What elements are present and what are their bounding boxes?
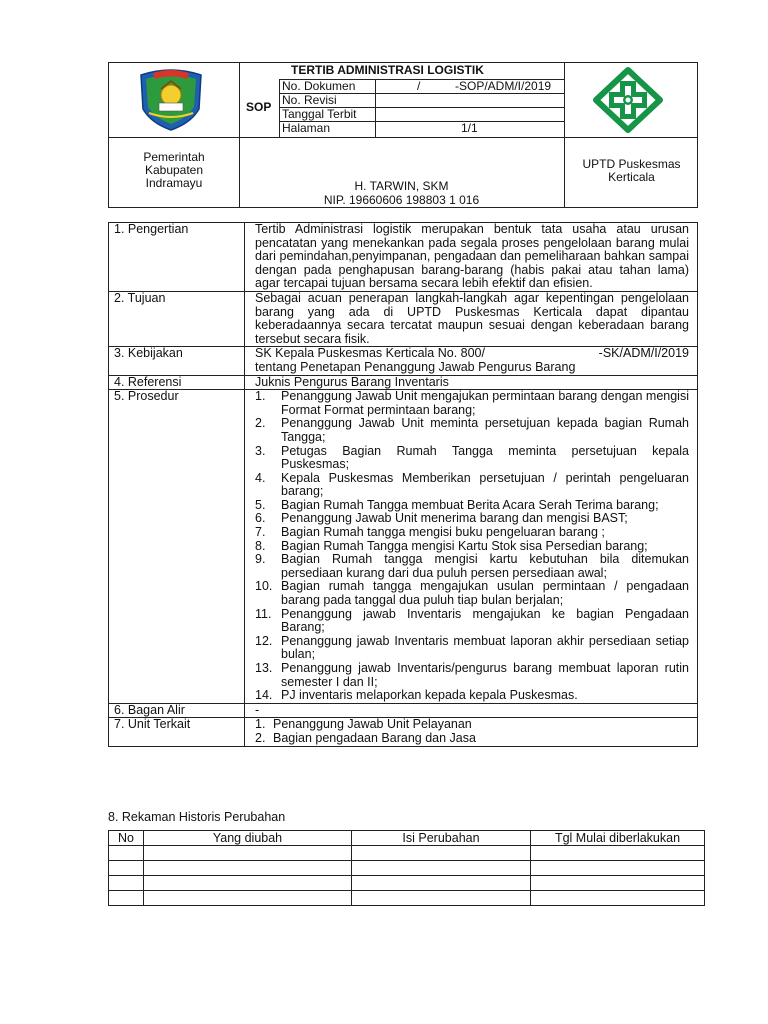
government-line: Pemerintah — [143, 150, 205, 164]
section-text: - — [245, 703, 698, 718]
signer-name: H. TARWIN, SKM — [354, 179, 449, 193]
doc-row-slash: / — [417, 79, 421, 93]
procedure-step — [255, 635, 689, 662]
history-cell — [352, 891, 531, 906]
section-label: 2. Tujuan — [109, 291, 245, 346]
section-row-bagan-alir — [109, 703, 698, 718]
procedure-step — [255, 417, 689, 444]
history-row — [109, 861, 705, 876]
step-text: Penanggung Jawab Unit mengajukan permintaan barang dengan mengisi Format Format permintaan barang; — [281, 389, 689, 417]
doc-row-label: Tanggal Terbit — [282, 107, 357, 121]
step-number: 6. — [255, 511, 266, 526]
unit-number: 1. — [255, 717, 266, 732]
document-header — [108, 62, 698, 208]
history-cell — [109, 876, 144, 891]
step-number: 3. — [255, 443, 266, 458]
step-number: 11. — [255, 606, 272, 621]
step-number: 9. — [255, 552, 266, 567]
puskesmas-line: UPTD Puskesmas — [582, 157, 681, 171]
related-unit — [255, 732, 689, 746]
sop-label: SOP — [246, 100, 272, 114]
history-row — [109, 876, 705, 891]
history-cell — [109, 891, 144, 906]
step-number: 1. — [255, 389, 266, 404]
section-label: 5. Prosedur — [109, 390, 245, 704]
doc-row-value: -SOP/ADM/I/2019 — [455, 79, 552, 93]
step-text: Penanggung jawab Inventaris membuat laporan akhir persediaan setiap bulan; — [281, 633, 689, 662]
history-cell — [109, 861, 144, 876]
section-text: Tertib Administrasi logistik merupakan bentuk tata usaha atau urusan pencatatan yang menekankan pada segala proses pengelolaan barang mulai dari pemindahan,penyimpanan, pengadaan dan pemeliharaan bahkan sampai dengan pada penghapusan barang-barang (habis pakai atau tahan lama) agar tercapai tujuan bersama secara lebih efektif dan efisien. — [245, 223, 698, 292]
section-row-unit-terkait — [109, 718, 698, 746]
step-text: Petugas Bagian Rumah Tangga meminta persetujuan kepala Puskesmas; — [281, 443, 689, 472]
related-units-cell — [245, 718, 698, 746]
history-cell — [352, 846, 531, 861]
history-cell — [352, 861, 531, 876]
step-number: 10. — [255, 579, 273, 594]
procedure-list-cell — [245, 390, 698, 704]
procedure-step — [255, 499, 689, 513]
procedure-step — [255, 553, 689, 580]
step-text: Penanggung Jawab Unit menerima barang dan mengisi BAST; — [281, 511, 628, 526]
step-text: Bagian Rumah Tangga membuat Berita Acara Serah Terima barang; — [281, 497, 659, 512]
step-text: Bagian Rumah tangga mengisi buku pengeluaran barang ; — [281, 525, 605, 540]
unit-number: 2. — [255, 730, 266, 745]
signer-nip: NIP. 19660606 198803 1 016 — [323, 193, 480, 207]
procedure-step — [255, 445, 689, 472]
procedure-step — [255, 662, 689, 689]
section-label: 4. Referensi — [109, 375, 245, 390]
history-header-row — [109, 831, 705, 846]
sop-content-table — [108, 222, 698, 747]
section-row-prosedur — [109, 390, 698, 704]
step-text: Penanggung jawab Inventaris/pengurus barang membuat laporan rutin semester I dan II; — [281, 661, 689, 689]
doc-row-label: No. Revisi — [282, 93, 337, 107]
step-text: Penanggung Jawab Unit meminta persetujuan kepada bagian Rumah Tangga; — [281, 416, 689, 444]
government-name — [109, 151, 239, 190]
policy-number-suffix: -SK/ADM/I/2019 — [598, 346, 689, 361]
related-units-list — [255, 718, 689, 745]
procedure-step — [255, 540, 689, 554]
puskesmas-line: Kerticala — [608, 170, 655, 184]
procedure-step — [255, 390, 689, 417]
history-cell — [144, 846, 352, 861]
history-title: 8. Rekaman Historis Perubahan — [108, 810, 286, 824]
section-label: 3. Kebijakan — [109, 347, 245, 375]
history-cell — [531, 861, 705, 876]
history-cell — [531, 876, 705, 891]
step-text: PJ inventaris melaporkan kepada kepala Puskesmas. — [281, 688, 578, 703]
history-cell — [531, 846, 705, 861]
step-text: Bagian Rumah tangga mengisi kartu kebutuhan bila ditemukan persediaan kurang dari dua puluh persen persediaan awal; — [281, 552, 689, 580]
history-cell — [144, 876, 352, 891]
step-text: Kepala Puskesmas Memberikan persetujuan / perintah pengeluaran barang; — [281, 470, 689, 499]
step-number: 7. — [255, 525, 266, 540]
procedure-step — [255, 512, 689, 526]
doc-row-label: Halaman — [282, 121, 331, 135]
history-cell — [531, 891, 705, 906]
related-unit — [255, 718, 689, 732]
section-row-tujuan — [109, 291, 698, 346]
unit-text: Penanggung Jawab Unit Pelayanan — [273, 717, 472, 732]
policy-number-prefix: SK Kepala Puskesmas Kerticala No. 800/ — [255, 346, 485, 361]
step-number: 14. — [255, 688, 273, 703]
history-table — [108, 830, 705, 906]
history-cell — [352, 876, 531, 891]
procedure-list — [255, 390, 689, 703]
history-col-header: No — [109, 831, 144, 846]
history-col-header: Tgl Mulai diberlakukan — [531, 831, 705, 846]
step-number: 13. — [255, 661, 273, 675]
puskesmas-cross-logo-icon — [592, 67, 664, 133]
history-col-header: Yang diubah — [144, 831, 352, 846]
step-number: 12. — [255, 633, 273, 648]
indramayu-regency-emblem-icon — [131, 67, 211, 133]
step-number: 8. — [255, 538, 266, 553]
history-cell — [109, 846, 144, 861]
history-col-header: Isi Perubahan — [352, 831, 531, 846]
procedure-step — [255, 580, 689, 607]
section-label: 6. Bagan Alir — [109, 703, 245, 718]
procedure-step — [255, 689, 689, 703]
step-text: Penanggung jawab Inventaris mengajukan ke bagian Pengadaan Barang; — [281, 606, 689, 635]
history-cell — [144, 861, 352, 876]
policy-subject: tentang Penetapan Penanggung Jawab Pengurus Barang — [255, 359, 576, 374]
history-cell — [144, 891, 352, 906]
section-row-referensi — [109, 375, 698, 390]
section-row-kebijakan — [109, 347, 698, 375]
section-text: Juknis Pengurus Barang Inventaris — [245, 375, 698, 390]
section-label: 7. Unit Terkait — [109, 718, 245, 746]
government-line: Indramayu — [145, 176, 203, 190]
document-title: TERTIB ADMINISTRASI LOGISTIK — [291, 63, 484, 77]
doc-row-label: No. Dokumen — [282, 79, 356, 93]
procedure-step — [255, 472, 689, 499]
unit-text: Bagian pengadaan Barang dan Jasa — [273, 730, 476, 745]
section-row-pengertian — [109, 223, 698, 292]
doc-row-value: 1/1 — [461, 121, 478, 135]
procedure-step — [255, 526, 689, 540]
section-label: 1. Pengertian — [109, 223, 245, 292]
step-number: 4. — [255, 470, 266, 485]
section-text: Sebagai acuan penerapan langkah-langkah agar kepentingan pengelolaan barang yang ada di UPTD Puskesmas Kerticala dapat dipantau keberadaannya secara tercatat maupun sesuai dengan keberadaan barang tersebut secara fisik. — [245, 291, 698, 346]
procedure-step — [255, 608, 689, 635]
history-row — [109, 891, 705, 906]
puskesmas-name — [564, 158, 699, 184]
step-number: 5. — [255, 497, 266, 512]
step-text: Bagian rumah tangga mengajukan usulan permintaan / pengadaan barang pada tanggal dua puluh tiap bulan berjalan; — [281, 579, 689, 608]
history-row — [109, 846, 705, 861]
section-text — [245, 347, 698, 375]
step-number: 2. — [255, 416, 266, 431]
step-text: Bagian Rumah Tangga mengisi Kartu Stok sisa Persedian barang; — [281, 538, 648, 553]
government-line: Kabupaten — [144, 163, 204, 177]
